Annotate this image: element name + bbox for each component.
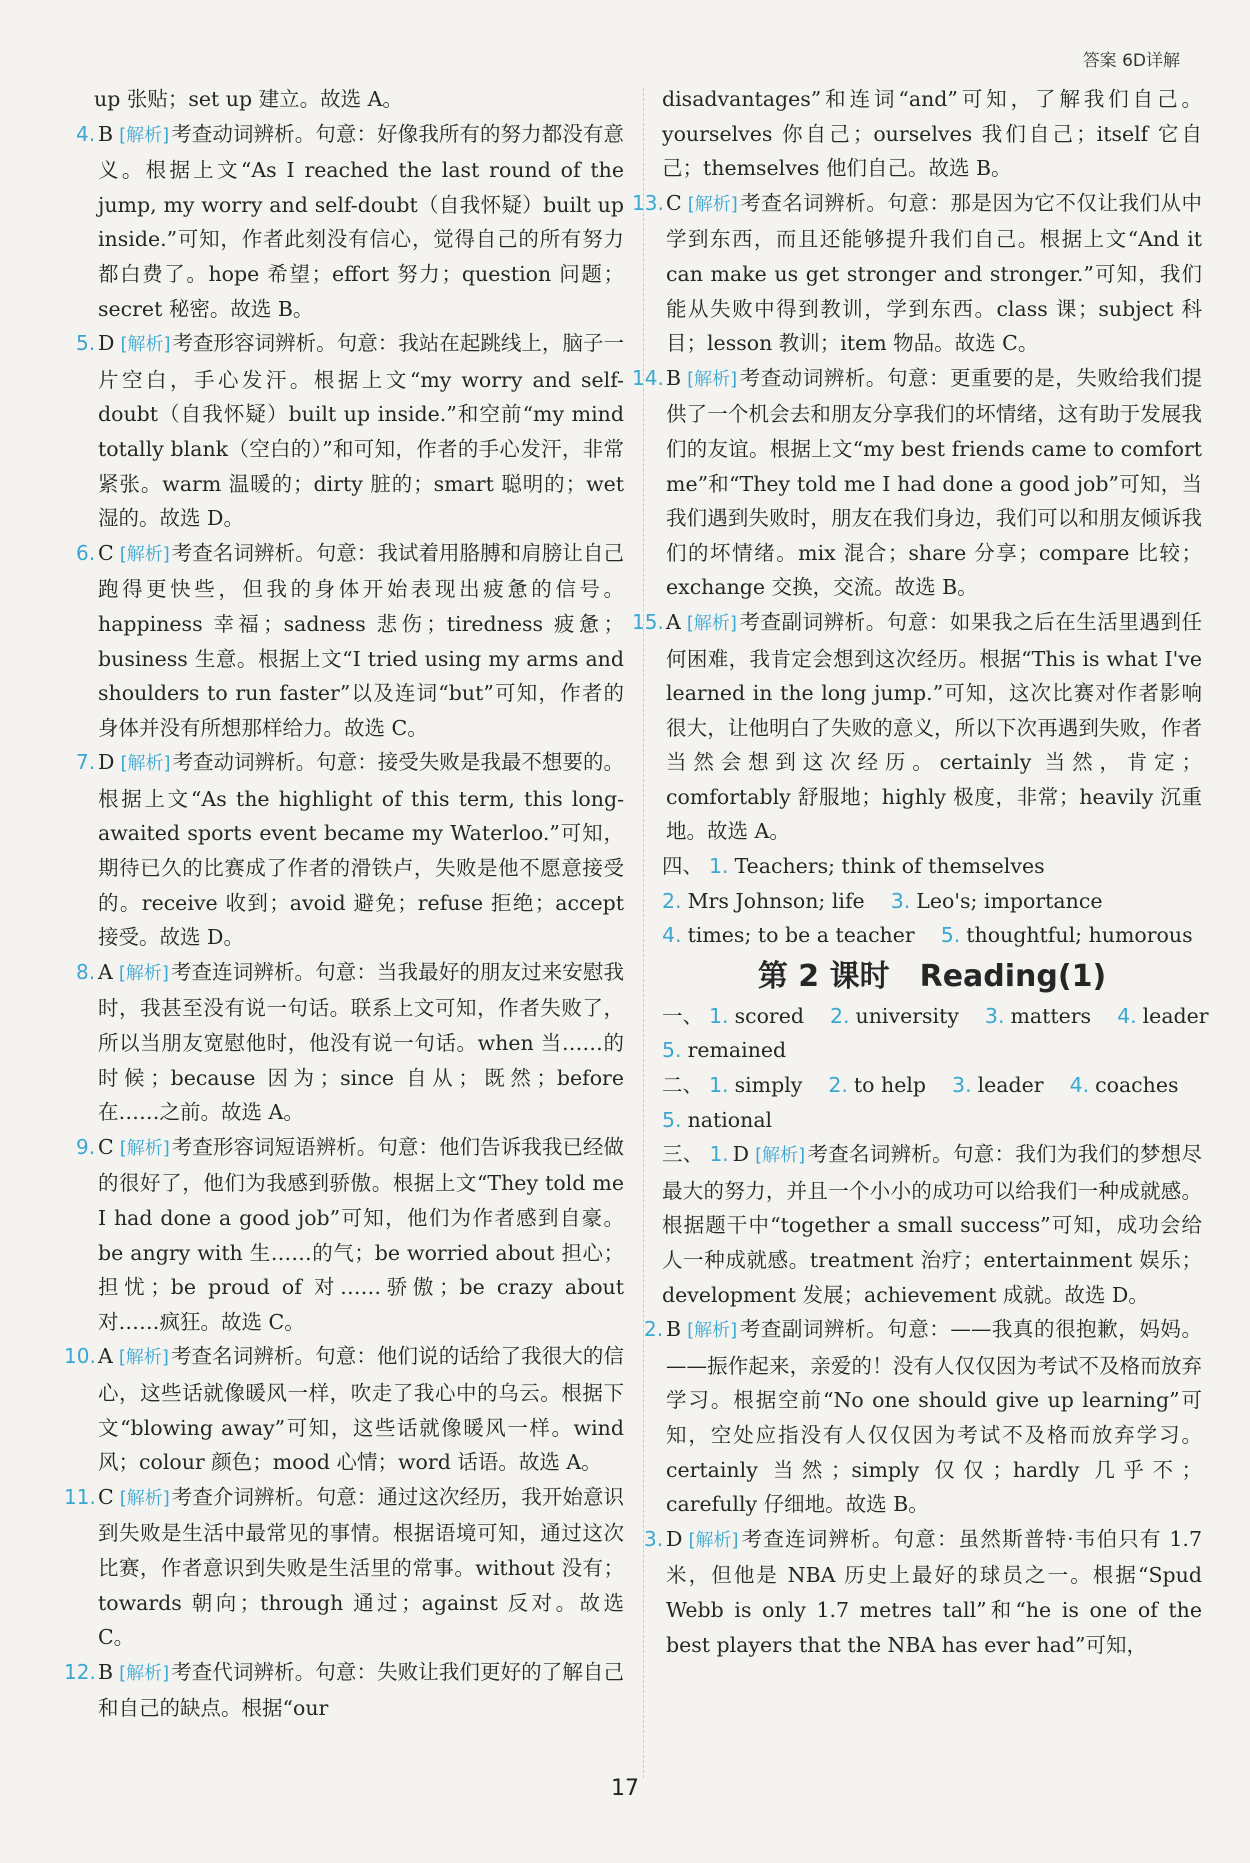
answer-text: Mrs Johnson; life [687, 888, 865, 913]
answer-letter: C [666, 190, 682, 215]
part-three [644, 1137, 1203, 1662]
right-column [632, 82, 1209, 1662]
section-four [662, 849, 1202, 953]
answer-cell [1117, 999, 1209, 1034]
item-number: 13. [632, 190, 664, 215]
analysis-text: 考查动词辨析。句意：更重要的是，失败给我们提供了一个机会去和朋友分享我们的坏情绪，这有助于发展我们的友谊。根据上文“my best friends came to comfort me”和“They told me I had done a good job”可知，当我们遇到失败时，朋友在我们身边，我们可以和朋友倾诉我们的坏情绪。mix 混合；share 分享；compare 比较；exchange 交换，交流。故选 B。 [666, 365, 1202, 600]
answer-item [64, 1655, 624, 1726]
answer-number: 5. [662, 1038, 682, 1063]
answer-number: 4. [1117, 1003, 1137, 1028]
answer-text: Teachers; think of themselves [734, 854, 1045, 879]
item-number: 15. [632, 609, 664, 634]
analysis-tag: [解析] [119, 1487, 170, 1509]
item-number: 3. [644, 1526, 664, 1551]
item-number: 11. [64, 1484, 96, 1509]
page-number: 17 [611, 1776, 639, 1801]
right-lead-text: disadvantages”和连词“and”可知，了解我们自己。yourselves 你自己；ourselves 我们自己；itself 它自己；themselves 他们自己。故选 B。 [662, 87, 1202, 181]
item-body [666, 1522, 1202, 1662]
analysis-tag: [解析] [686, 612, 737, 634]
left-lead-text: up 张贴；set up 建立。故选 A。 [94, 87, 403, 111]
section-title: 第 2 课时 Reading(1) [757, 958, 1107, 994]
answer-number: 3. [890, 888, 911, 913]
item-body [666, 186, 1202, 361]
answer-letter: D [98, 750, 115, 775]
answer-item [632, 605, 1202, 849]
item-body [666, 605, 1202, 849]
answer-cell [941, 918, 1193, 953]
answer-item [644, 1522, 1202, 1662]
answer-item [64, 1480, 624, 1655]
analysis-tag: [解析] [755, 1145, 806, 1167]
answer-cell [662, 1033, 786, 1068]
answer-item [644, 1312, 1202, 1522]
answer-text: national [687, 1107, 773, 1132]
item-body [98, 536, 624, 746]
answer-number: 2. [829, 1003, 850, 1028]
item-number: 7. [76, 750, 96, 775]
answer-text: university [855, 1003, 959, 1028]
left-column [64, 82, 624, 1726]
answer-cell [662, 884, 865, 919]
part-three-label-inline: 三、 [662, 1142, 704, 1167]
item-number: 12. [64, 1659, 96, 1684]
answer-letter: C [98, 540, 114, 565]
item-body [98, 1480, 624, 1655]
answer-item [64, 1339, 624, 1479]
left-item-list [64, 117, 624, 1726]
answer-number: 1. [709, 1073, 729, 1098]
answer-cell [709, 999, 804, 1034]
answer-letter: C [98, 1484, 114, 1509]
analysis-text: 考查介词辨析。句意：通过这次经历，我开始意识到失败是生活中最常见的事情。根据语境可知，通过这次比赛，作者意识到失败是生活里的常事。without 没有；towards 朝向；through 通过；against 反对。故选 C。 [98, 1484, 624, 1650]
answer-letter: D [666, 1526, 683, 1551]
item-body [666, 1312, 1202, 1522]
answer-item [632, 186, 1202, 361]
analysis-text: 考查副词辨析。句意：——我真的很抱歉，妈妈。——振作起来，亲爱的！没有人仅仅因为考试不及格而放弃学习。根据空前“No one should give up learning”可知，空处应指没有人仅仅因为考试不及格而放弃学习。certainly 当然；simply 仅仅；hardly 几乎不；carefully 仔细地。故选 B。 [666, 1317, 1202, 1517]
analysis-text: 考查连词辨析。句意：虽然斯普特·韦伯只有 1.7 米，但他是 NBA 历史上最好的球员之一。根据“Spud Webb is only 1.7 metres tall”和“he is one of the best players that the NBA has ever had”可知， [666, 1526, 1202, 1657]
answer-item [76, 745, 624, 955]
analysis-tag: [解析] [119, 543, 170, 565]
analysis-tag: [解析] [118, 962, 169, 984]
answer-number: 1. [709, 854, 729, 879]
answer-item [632, 361, 1202, 605]
answer-text: thoughtful; humorous [966, 923, 1193, 948]
answer-item [76, 117, 624, 327]
analysis-text: 考查代词辨析。句意：失败让我们更好的了解自己和自己的缺点。根据“our [98, 1659, 624, 1721]
answer-cell [1070, 1068, 1179, 1103]
answer-text: leader [1142, 1003, 1209, 1028]
analysis-tag: [解析] [688, 1529, 739, 1551]
section-four-row-2 [662, 884, 1202, 919]
item-body [98, 955, 624, 1130]
analysis-text: 考查名词辨析。句意：他们说的话给了我很大的信心，这些话就像暖风一样，吹走了我心中的乌云。根据下文“blowing away”可知，这些话就像暖风一样。wind 风；colour 颜色；mood 心情；word 话语。故选 A。 [98, 1344, 624, 1475]
answer-cell [709, 1068, 802, 1103]
answer-cell [830, 999, 959, 1034]
part-one-label: 一、 [662, 1003, 703, 1028]
item-number: 9. [76, 1134, 96, 1159]
analysis-tag: [解析] [687, 368, 738, 390]
item-body [662, 1137, 1202, 1312]
analysis-text: 考查名词辨析。句意：我们为我们的梦想尽最大的努力，并且一个小小的成功可以给我们一种成就感。根据题干中“together a small success”可知，成功会给人一种成就感。treatment 治疗；entertainment 娱乐；development 发展；achievement 成就。故选 D。 [662, 1142, 1203, 1307]
answer-number: 5. [662, 1107, 682, 1132]
answer-text: remained [687, 1038, 787, 1063]
answer-item [76, 1130, 624, 1340]
answer-cell [891, 884, 1103, 919]
answer-number: 3. [984, 1003, 1005, 1028]
item-number: 2. [644, 1317, 664, 1342]
answer-letter: B [98, 121, 114, 146]
analysis-tag: [解析] [120, 334, 171, 356]
analysis-text: 考查连词辨析。句意：当我最好的朋友过来安慰我时，我甚至没有说一句话。联系上文可知，作者失败了，所以当朋友宽慰他时，他没有说一句话。when 当……的时候；because 因为；since 自从；既然；before 在……之前。故选 A。 [98, 959, 624, 1125]
answer-text: to help [853, 1073, 927, 1098]
answer-number: 5. [940, 923, 961, 948]
analysis-tag: [解析] [119, 1662, 170, 1684]
answer-letter: C [98, 1134, 114, 1159]
analysis-text: 考查动词辨析。句意：好像我所有的努力都没有意义。根据上文“As I reached the last round of the jump, my worry and self-doubt（自我怀疑）built up inside.”可知，作者此刻没有信心，觉得自己的所有努力都白费了。hope 希望；effort 努力；question 问题；secret 秘密。故选 B。 [98, 121, 624, 321]
part-two-label: 二、 [662, 1073, 703, 1098]
answer-cell [662, 1103, 772, 1138]
item-number: 1. [709, 1142, 729, 1167]
answer-text: scored [734, 1003, 804, 1028]
answer-letter: B [98, 1659, 114, 1684]
item-body [98, 1655, 624, 1726]
item-number: 5. [76, 331, 96, 356]
answer-cell [662, 918, 915, 953]
analysis-text: 考查副词辨析。句意：如果我之后在生活里遇到任何困难，我肯定会想到这次经历。根据“This is what I've learned in the long jump.”可知，这次比赛对作者影响很大，让他明白了失败的意义，所以下次再遇到失败，作者当然会想到这次经历。certainly 当然，肯定；comfortably 舒服地；highly 极度，非常；heavily 沉重地。故选 A。 [666, 609, 1202, 844]
item-number: 14. [632, 365, 664, 390]
part-two-row-2 [662, 1103, 1202, 1138]
analysis-tag: [解析] [687, 193, 738, 215]
part-two-row-1 [662, 1068, 1202, 1103]
answer-text: matters [1010, 1003, 1092, 1028]
item-number: 10. [64, 1344, 96, 1369]
answer-item [76, 955, 624, 1130]
answer-number: 3. [952, 1073, 972, 1098]
answer-cell [952, 1068, 1044, 1103]
answer-number: 2. [662, 888, 682, 913]
section-four-row-1 [662, 849, 1202, 884]
answer-letter: B [666, 1317, 682, 1342]
answer-number: 1. [709, 1003, 729, 1028]
analysis-text: 考查名词辨析。句意：那是因为它不仅让我们从中学到东西，而且还能够提升我们自己。根据上文“And it can make us get stronger and stronger.”可知，我们能从失败中得到教训，学到东西。class 课；subject 科目；lesson 教训；item 物品。故选 C。 [666, 190, 1202, 356]
analysis-tag: [解析] [687, 1320, 738, 1342]
analysis-text: 考查形容词辨析。句意：我站在起跳线上，脑子一片空白，手心发汗。根据上文“my worry and self-doubt（自我怀疑）built up inside.”和空前“my mind totally blank（空白的）”和可知，作者的手心发汗，非常紧张。warm 温暖的；dirty 脏的；smart 聪明的；wet 湿的。故选 D。 [98, 331, 624, 531]
answer-text: coaches [1095, 1073, 1179, 1098]
item-number: 8. [76, 959, 96, 984]
answer-text: leader [977, 1073, 1044, 1098]
answer-number: 2. [828, 1073, 848, 1098]
answer-text: simply [734, 1073, 803, 1098]
answer-item [662, 1137, 1202, 1312]
section-four-row-3 [662, 918, 1202, 953]
part-three-item-list [644, 1137, 1203, 1662]
section-four-label: 四、 [662, 854, 703, 879]
item-body [98, 117, 624, 327]
answer-text: times; to be a teacher [687, 923, 915, 948]
item-number: 4. [76, 121, 96, 146]
part-one-row-2 [662, 1033, 1202, 1068]
analysis-text: 考查形容词短语辨析。句意：他们告诉我我已经做的很好了，他们为我感到骄傲。根据上文“They told me I had done a good job”可知，他们为作者感到自豪。be angry with 生……的气；be worried about 担心；担忧；be proud of 对……骄傲；be crazy about 对……疯狂。故选 C。 [98, 1134, 624, 1334]
item-body [98, 745, 624, 955]
item-body [98, 326, 624, 536]
header-tag: 答案 6D详解 [1082, 51, 1180, 71]
analysis-text: 考查动词辨析。句意：接受失败是我最不想要的。根据上文“As the highlight of this term, this long-awaited sports event became my Waterloo.”可知，期待已久的比赛成了作者的滑铁卢，失败是他不愿意接受的。receive 收到；avoid 避免；refuse 拒绝；accept 接受。故选 D。 [98, 750, 624, 950]
analysis-text: 考查名词辨析。句意：我试着用胳膊和肩膀让自己跑得更快些，但我的身体开始表现出疲惫的信号。happiness 幸福；sadness 悲伤；tiredness 疲惫；business 生意。根据上文“I tried using my arms and shoulders to run faster”以及连词“but”可知，作者的身体并没有所想那样给力。故选 C。 [98, 540, 624, 740]
right-item-list [632, 186, 1202, 849]
answer-letter: D [98, 331, 115, 356]
answer-item [76, 326, 624, 536]
answer-cell [709, 849, 1045, 884]
item-body [666, 361, 1202, 605]
answer-letter: A [98, 1344, 113, 1369]
answer-letter: A [666, 609, 681, 634]
item-number: 6. [76, 540, 96, 565]
answer-cell [985, 999, 1091, 1034]
part-one [662, 999, 1209, 1068]
answer-item [76, 536, 624, 746]
answer-cell [828, 1068, 926, 1103]
part-two [662, 1068, 1202, 1137]
answer-letter: A [98, 959, 113, 984]
answer-text: Leo's; importance [916, 888, 1103, 913]
analysis-tag: [解析] [119, 1137, 170, 1159]
analysis-tag: [解析] [119, 124, 170, 146]
answer-letter: D [732, 1142, 750, 1167]
item-body [98, 1130, 624, 1340]
answer-number: 4. [662, 923, 682, 948]
part-one-row-1 [662, 999, 1209, 1034]
item-body [98, 1339, 624, 1479]
answer-letter: B [666, 365, 682, 390]
answer-number: 4. [1069, 1073, 1090, 1098]
analysis-tag: [解析] [120, 753, 171, 775]
analysis-tag: [解析] [118, 1347, 169, 1369]
